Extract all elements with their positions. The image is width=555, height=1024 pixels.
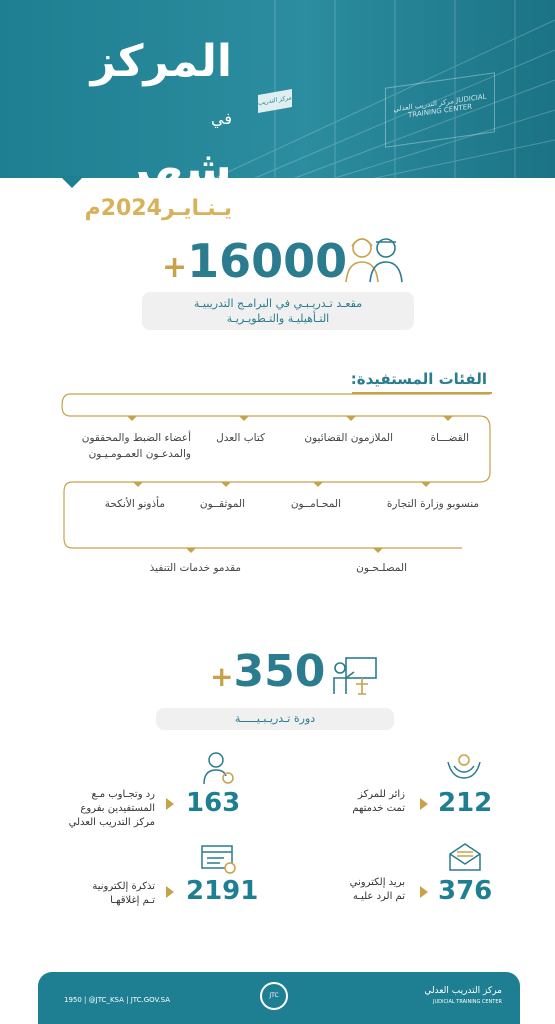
- category-enforcement-providers: مقدمو خدمات التنفيذ: [149, 562, 241, 574]
- responses-label-line2: المستفيدين بفروع: [80, 803, 155, 814]
- visitors-label: [352, 788, 405, 816]
- responses-number: 163: [186, 788, 241, 818]
- trainees-count: [162, 236, 347, 293]
- trainees-number: 16000: [187, 234, 348, 288]
- footer-bar: [38, 972, 520, 1024]
- hero-title-fi: في: [211, 109, 232, 128]
- category-judicial-trainees: الملازمون القضائيون: [304, 432, 393, 444]
- responses-label-line1: رد وتجـاوب مـع: [91, 789, 155, 800]
- emails-label-line1: بريد إلكتروني: [349, 877, 405, 888]
- courses-plus: +: [210, 660, 234, 693]
- footer-brand: [424, 986, 502, 1008]
- responses-arrow: [166, 798, 174, 810]
- trainees-label: [142, 292, 414, 330]
- category-public-prosecutors: والمدعـون العمـومـيـون: [88, 448, 191, 460]
- category-notaries-public: كتاب العدل: [216, 432, 265, 444]
- building-sign: مركز التدريب العدلي JUDICIAL TRAINING CENTER: [385, 72, 495, 147]
- hero-title-date: يـنـايـر2024م: [84, 196, 232, 221]
- category-reconcilers: المصلـحـون: [356, 562, 407, 574]
- trainees-icon: [340, 232, 408, 284]
- hero-title: [62, 38, 232, 223]
- categories-timeline: [0, 388, 555, 558]
- tickets-label-line1: تذكرة إلكترونية: [92, 881, 155, 892]
- tickets-arrow: [166, 886, 174, 898]
- category-commerce-ministry: منسوبو وزارة التجارة: [386, 498, 479, 510]
- visitors-label-line1: زائر للمركز: [357, 789, 405, 800]
- responses-label-line3: مركز التدريب العدلي: [68, 817, 155, 828]
- footer-links[interactable]: 1950 | @JTC_KSA | JTC.GOV.SA: [64, 996, 171, 1004]
- category-lawyers: المحـامــون: [290, 498, 341, 510]
- courses-number: 350: [233, 646, 326, 697]
- category-law-enforcement: أعضاء الضبط والمحققون: [81, 432, 191, 444]
- trainees-label-line1: مقعـد تـدريـبـي في البرامـج التدريبيـة: [193, 297, 363, 310]
- tickets-label-line2: تـم إغلاقهـا: [110, 895, 155, 906]
- responses-label: [69, 788, 155, 830]
- emails-label: [350, 876, 405, 904]
- ticket-icon: [200, 844, 238, 874]
- emails-number: 376: [438, 876, 493, 906]
- trainees-label-line2: التـأهيليـة والتـطويـريـة: [226, 312, 330, 325]
- hero-banner: [0, 0, 555, 221]
- hero-title-line2: شهر: [123, 141, 232, 197]
- hero-title-line1: المركز: [90, 36, 232, 87]
- visitors-arrow: [420, 798, 428, 810]
- courses-count: [210, 648, 325, 701]
- footer-brand-en: JUDICIAL TRAINING CENTER: [433, 999, 502, 1005]
- trainees-plus: +: [162, 250, 188, 285]
- category-judges: القضـــاة: [430, 432, 469, 444]
- seal-icon: JTC: [260, 982, 288, 1010]
- emails-arrow: [420, 886, 428, 898]
- support-agent-icon: [200, 750, 236, 786]
- mail-icon: [448, 842, 482, 872]
- tickets-number: 2191: [186, 876, 259, 906]
- categories-title: الفئات المستفيدة:: [350, 370, 487, 388]
- tickets-label: [92, 880, 155, 908]
- flag-graphic: مركز التدريب: [258, 89, 292, 113]
- footer-brand-ar: مركز التدريب العدلي: [424, 986, 502, 996]
- training-course-icon: [332, 656, 380, 696]
- category-certifiers: الموثقــون: [199, 498, 245, 510]
- visitors-number: 212: [438, 788, 493, 818]
- hero-notch: [60, 176, 84, 188]
- visitors-label-line2: تمت خدمتهم: [352, 803, 405, 814]
- hands-icon: [446, 752, 482, 782]
- category-marriage-officiants: مأذونو الأنكحة: [104, 498, 165, 510]
- emails-label-line2: تم الرد عليـه: [352, 891, 405, 902]
- courses-label: دورة تـدريـبـيـــــة: [156, 708, 394, 730]
